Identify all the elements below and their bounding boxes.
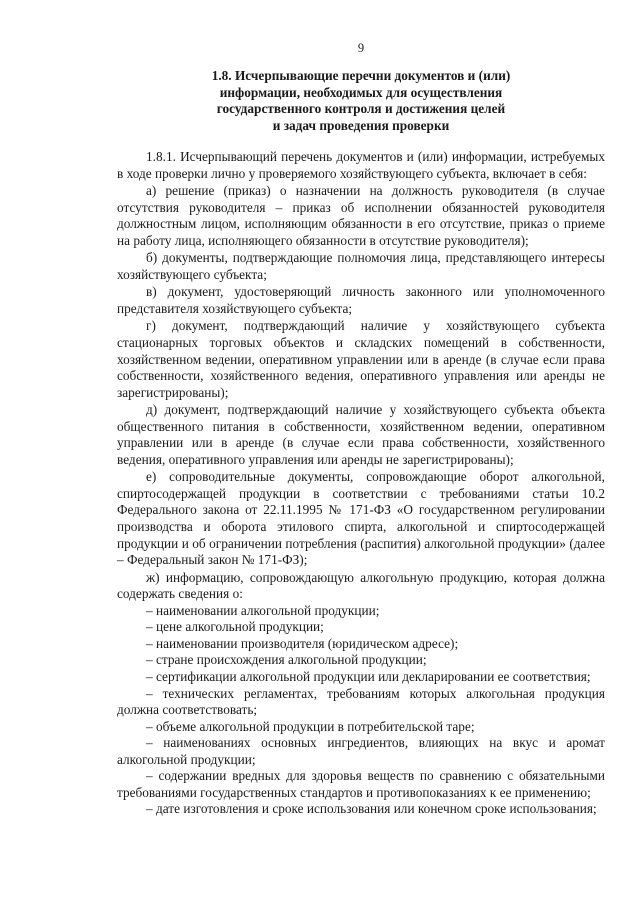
- heading-line: государственного контроля и достижения целей: [216, 101, 506, 116]
- heading-line: и задач проведения проверки: [272, 117, 450, 133]
- list-item-d: д) документ, подтверждающий наличие у хозяйствующего субъекта объекта общественного питания в собственности, хозяйственном ведении, оперативном управлении или в аренде (в случае если права собственности, хозяйственного ведения, оперативного управления или аренды не зарегистрированы);: [117, 402, 605, 467]
- dash-item: – наименованиях основных ингредиентов, влияющих на вкус и аромат алкогольной продукции;: [117, 735, 605, 767]
- document-page: [117, 0, 605, 905]
- heading-line: 1.8. Исчерпывающие перечни документов и (или): [211, 68, 511, 83]
- dash-item: – стране происхождения алкогольной продукции;: [146, 652, 427, 668]
- dash-item: – объеме алкогольной продукции в потребительской таре;: [146, 718, 475, 734]
- list-item-e: е) сопроводительные документы, сопровождающие оборот алкогольной, спиртосодержащей продукции в соответствии с требованиями статьи 10.2 Федерального закона от 22.11.1995 № 171-ФЗ «О государственном регулировании производства и оборота этилового спирта, алкогольной и спиртосодержащей продукции и об ограничении потребления (распития) алкогольной продукции» (далее – Федеральный закон № 171-ФЗ);: [117, 469, 605, 568]
- list-item-a: а) решение (приказ) о назначении на должность руководителя (в случае отсутствия руководителя – приказ об исполнении обязанностей руководителя должностным лицом, исполняющим обязанности в его отсутствие, приказ о приеме на работу лица, исполняющего обязанности в отсутствие руководителя);: [117, 183, 605, 248]
- dash-item: – содержании вредных для здоровья веществ по сравнению с обязательными требованиями государственных стандартов и противопоказаниях к ее применению;: [117, 768, 605, 800]
- list-item-b: б) документы, подтверждающие полномочия лица, представляющего интересы хозяйствующего субъекта;: [117, 250, 605, 282]
- dash-item: – сертификации алкогольной продукции или декларировании ее соответствия;: [146, 668, 591, 684]
- body-text: [117, 149, 605, 818]
- dash-item: – технических регламентах, требованиям которых алкогольная продукция должна соответствовать;: [117, 685, 605, 718]
- list-item-v: в) документ, удостоверяющий личность законного или уполномоченного представителя хозяйствующего субъекта;: [117, 284, 605, 316]
- dash-item: – дате изготовления и сроке использования или конечном сроке использования;: [146, 801, 597, 817]
- dash-item: – наименовании производителя (юридическом адресе);: [146, 635, 459, 651]
- page-number: 9: [357, 41, 365, 55]
- list-item-zh: ж) информацию, сопровождающую алкогольную продукцию, которая должна содержать сведения о:: [117, 569, 605, 602]
- dash-item: – цене алкогольной продукции;: [146, 619, 324, 635]
- list-item-g: г) документ, подтверждающий наличие у хозяйствующего субъекта стационарных торговых объектов и складских помещений в собственности, хозяйственном ведении, оперативном управлении или в аренде (в случае если права собственности, хозяйственного ведения, оперативного управления или аренды не зарегистрированы);: [117, 318, 605, 400]
- heading-line: информации, необходимых для осуществления: [219, 84, 503, 100]
- dash-item: – наименовании алкогольной продукции;: [146, 602, 380, 618]
- paragraph-intro: 1.8.1. Исчерпывающий перечень документов и (или) информации, истребуемых в ходе проверки лично у проверяемого хозяйствующего субъекта, включает в себя:: [117, 149, 605, 181]
- section-heading: [117, 68, 605, 134]
